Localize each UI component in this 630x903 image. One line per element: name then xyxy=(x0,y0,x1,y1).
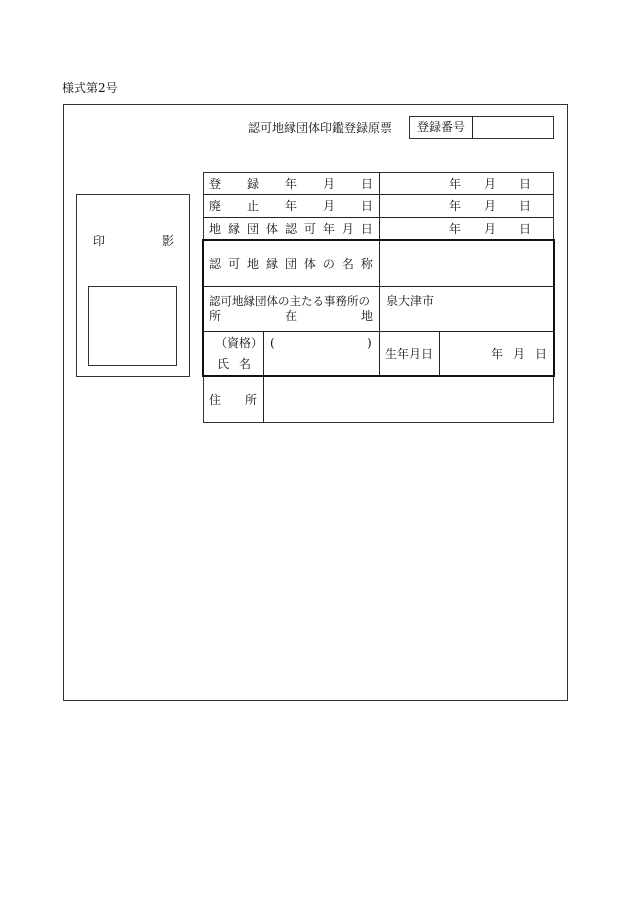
form-title: 認可地縁団体印鑑登録原票 xyxy=(248,121,393,135)
label-char: 年 xyxy=(449,222,462,236)
label-char: 名 xyxy=(341,257,354,271)
qualification-close-paren: ) xyxy=(367,336,372,350)
label-char: 名 xyxy=(238,357,251,371)
label-char: 称 xyxy=(360,257,373,271)
label-char: 廃 xyxy=(209,199,222,213)
qualification-label: （資格） xyxy=(215,336,264,350)
label-char: 日 xyxy=(360,199,373,213)
label-char: 月 xyxy=(341,222,354,236)
label-char: 可 xyxy=(303,222,316,236)
label-char: 年 xyxy=(491,347,504,361)
label-char: 日 xyxy=(360,177,373,191)
label-char: 年 xyxy=(322,222,335,236)
label-char: 体 xyxy=(265,222,278,236)
label-char: 登 xyxy=(209,177,222,191)
label-char: 録 xyxy=(246,177,259,191)
label-char: 日 xyxy=(518,222,531,236)
office-location-value[interactable]: 泉大津市 xyxy=(386,294,435,308)
birthdate-value[interactable] xyxy=(491,347,547,361)
label-char: 縁 xyxy=(227,222,240,236)
form-number: 様式第2号 xyxy=(62,81,118,95)
label-char: 団 xyxy=(284,257,297,271)
label-char: 日 xyxy=(360,222,373,236)
label-char: 氏 xyxy=(217,357,230,371)
office-location-label-line1: 認可地縁団体の主たる事務所の xyxy=(209,294,370,308)
label-char: 地 xyxy=(209,222,222,236)
address-label xyxy=(209,393,257,407)
label-char: 認 xyxy=(284,222,297,236)
office-location-label-line2 xyxy=(209,309,373,323)
abolition-date-value[interactable] xyxy=(449,199,531,213)
label-char: 日 xyxy=(518,177,531,191)
representative-name-field[interactable] xyxy=(266,334,376,374)
label-char: 体 xyxy=(303,257,316,271)
abolition-date-label xyxy=(209,199,373,213)
label-char: 月 xyxy=(483,177,496,191)
birthdate-label: 生年月日 xyxy=(385,347,434,361)
registration-date-value[interactable] xyxy=(449,177,531,191)
registration-number-label: 登録番号 xyxy=(417,120,466,134)
label-char: 日 xyxy=(534,347,547,361)
label-char: 年 xyxy=(284,177,297,191)
seal-impression-box[interactable] xyxy=(88,286,177,366)
label-char: 年 xyxy=(284,199,297,213)
label-char: 所 xyxy=(244,393,257,407)
label-char: 地 xyxy=(360,309,373,323)
label-char: 月 xyxy=(322,177,335,191)
label-char: 年 xyxy=(449,177,462,191)
label-char: 認 xyxy=(209,257,222,271)
label-char: 月 xyxy=(512,347,525,361)
seal-label-left: 印 xyxy=(93,234,106,248)
label-char: 団 xyxy=(246,222,259,236)
label-char: の xyxy=(322,257,335,271)
label-char: 日 xyxy=(518,199,531,213)
label-char: 月 xyxy=(322,199,335,213)
approval-date-label xyxy=(209,222,373,236)
label-char: 地 xyxy=(246,257,259,271)
label-char: 月 xyxy=(483,222,496,236)
qualification-open-paren: ( xyxy=(270,336,275,350)
name-label xyxy=(217,357,251,371)
label-char: 月 xyxy=(483,199,496,213)
group-name-label xyxy=(209,257,373,271)
approval-date-value[interactable] xyxy=(449,222,531,236)
label-char: 止 xyxy=(246,199,259,213)
seal-label-right: 影 xyxy=(162,234,175,248)
label-char: 住 xyxy=(209,393,222,407)
label-char: 年 xyxy=(449,199,462,213)
label-char: 在 xyxy=(284,309,297,323)
label-char: 可 xyxy=(227,257,240,271)
label-char: 縁 xyxy=(265,257,278,271)
registration-date-label xyxy=(209,177,373,191)
label-char: 所 xyxy=(209,309,222,323)
